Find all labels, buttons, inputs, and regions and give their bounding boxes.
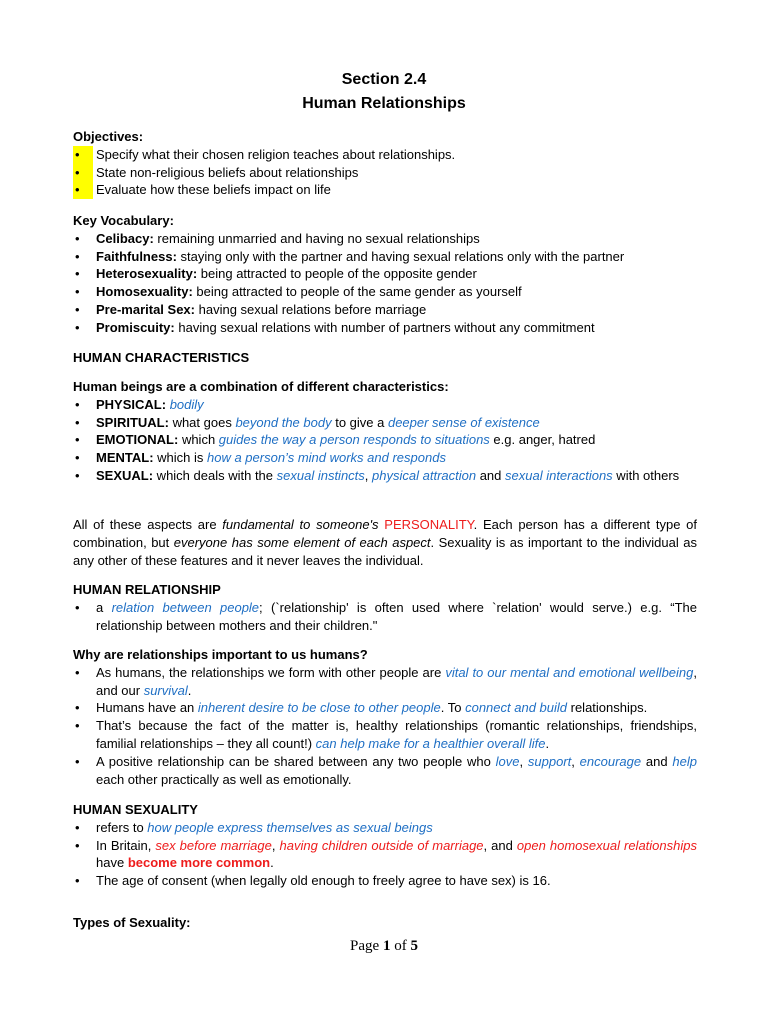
sexuality-heading: HUMAN SEXUALITY: [73, 802, 198, 817]
sexuality-section: [73, 801, 697, 890]
personality-paragraph: All of these aspects are fundamental to someone's PERSONALITY. Each person has a different type of combination, but everyone has some element of each aspect. Sexuality is as important to the individual as any other of these features and it never leaves the individual.: [73, 517, 697, 568]
list-item: EMOTIONAL: which guides the way a person responds to situations e.g. anger, hatred: [96, 432, 596, 448]
why-heading: Why are relationships important to us humans?: [73, 647, 368, 662]
list-item: SEXUAL: which deals with the sexual instincts, physical attraction and sexual interactions with others: [96, 467, 680, 483]
vocabulary-heading: Key Vocabulary:: [73, 213, 174, 228]
list-item: Promiscuity: having sexual relations with number of partners without any commitment: [96, 319, 595, 335]
list-item: a relation between people; (`relationship' is often used where `relation' would serve.) e.g. “The relationship between mothers and their children.": [96, 599, 697, 633]
relationship-section: [73, 581, 697, 634]
list-item: refers to how people express themselves as sexual beings: [96, 819, 433, 835]
bullet-icon: [73, 181, 93, 199]
objectives-list: [73, 146, 697, 199]
bullet-icon: [73, 146, 93, 164]
list-item: MENTAL: which is how a person’s mind works and responds: [96, 450, 446, 466]
list-item: Celibacy: remaining unmarried and having no sexual relationships: [96, 230, 480, 246]
objectives-heading: Objectives:: [73, 129, 144, 144]
page-title: Human Relationships: [302, 95, 466, 112]
list-item: Pre-marital Sex: having sexual relations before marriage: [96, 301, 427, 317]
list-item: Homosexuality: being attracted to people of the same gender as yourself: [96, 284, 522, 300]
list-item: Humans have an inherent desire to be close to other people. To connect and build relationships.: [96, 700, 648, 716]
list-item: SPIRITUAL: what goes beyond the body to give a deeper sense of existence: [96, 414, 540, 430]
list-item: Heterosexuality: being attracted to people of the opposite gender: [96, 266, 477, 282]
bullet-icon: [73, 164, 93, 182]
page-number: 1: [382, 938, 391, 954]
page-footer: Page 1 of 5: [350, 938, 418, 954]
relationship-heading: HUMAN RELATIONSHIP: [73, 582, 221, 597]
objectives-section: [73, 128, 697, 199]
list-item: In Britain, sex before marriage, having children outside of marriage, and open homosexual relationships have become more common.: [96, 837, 697, 871]
list-item: • State non-religious beliefs about relationships: [73, 164, 697, 182]
list-item: As humans, the relationships we form with other people are vital to our mental and emotional wellbeing, and our survival.: [96, 664, 698, 698]
characteristics-section: [73, 378, 697, 485]
characteristics-subheading: Human beings are a combination of different characteristics:: [73, 379, 449, 394]
characteristics-heading: HUMAN CHARACTERISTICS: [73, 350, 250, 365]
list-item: Faithfulness: staying only with the partner and having sexual relations only with the partner: [96, 248, 625, 264]
list-item: • Evaluate how these beliefs impact on life: [73, 181, 697, 199]
list-item: • Specify what their chosen religion teaches about relationships.: [73, 146, 697, 164]
vocabulary-section: [73, 212, 697, 337]
list-item: A positive relationship can be shared between any two people who love, support, encourage and help each other practically as well as emotionally.: [96, 753, 697, 787]
list-item: The age of consent (when legally old enough to freely agree to have sex) is 16.: [96, 873, 551, 889]
section-number: Section 2.4: [341, 71, 427, 88]
characteristics-list: [73, 396, 697, 485]
why-section: [73, 646, 697, 788]
list-item: That’s because the fact of the matter is, healthy relationships (romantic relationships, friendships, familial relationships – they all count!) can help make for a healthier overall life.: [96, 718, 697, 751]
page-total: 5: [410, 938, 418, 954]
types-heading: Types of Sexuality:: [73, 915, 191, 930]
vocabulary-list: [73, 230, 697, 337]
list-item: PHYSICAL: bodily: [96, 396, 204, 412]
